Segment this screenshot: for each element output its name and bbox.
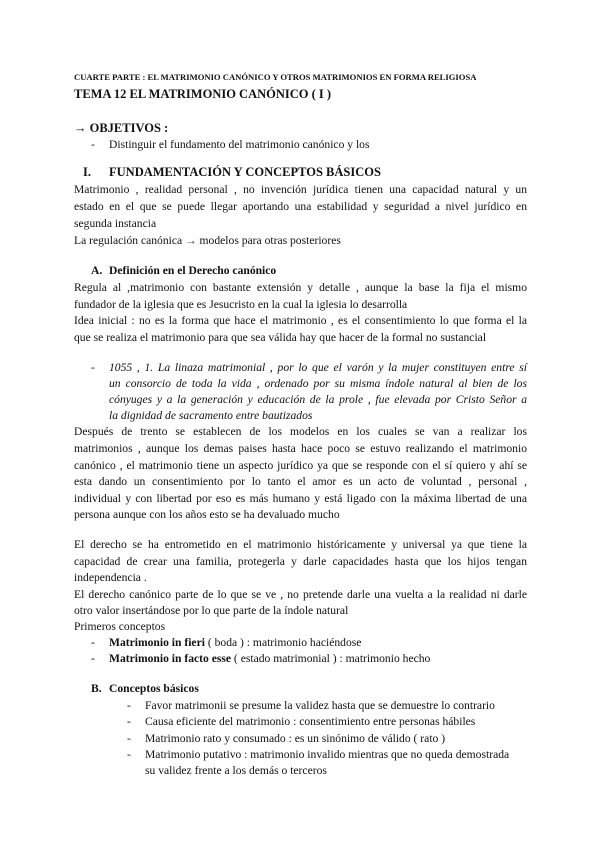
paragraph-line: otro valor insertándose por lo que parte de la índole natural — [74, 604, 349, 617]
subsection-label: A. — [91, 264, 103, 277]
paragraph-line: Primeros conceptos — [74, 620, 166, 633]
paragraph-line: matrimonios , aunque los demas paises hasta hace poco se estuvo realizando el matrimonio — [74, 442, 527, 455]
list-item: Favor matrimonii se presume la validez hasta que se demuestre lo contrario — [145, 699, 495, 712]
quote-line: la dignidad de sacramento entre bautizados — [109, 409, 313, 422]
paragraph-line: Regula al ,matrimonio con bastante extensión y detalle , aunque la base la fija el mismo — [74, 281, 527, 294]
quote-line: cónyuges y a la generación y educación de la prole , fue elevada por Cristo Señor a — [109, 393, 527, 406]
paragraph-line: independencia . — [74, 571, 147, 584]
list-item: Causa eficiente del matrimonio : consentimiento entre personas hábiles — [145, 715, 476, 728]
objetivos-heading: → OBJETIVOS : — [74, 121, 169, 135]
section-title: FUNDAMENTACIÓN Y CONCEPTOS BÁSICOS — [109, 165, 381, 179]
concept-item — [109, 635, 361, 652]
list-item: Matrimonio rato y consumado : es un sinónimo de válido ( rato ) — [145, 732, 446, 745]
concept-item — [109, 651, 430, 668]
paragraph-line: fundador de la iglesia que es Jesucristo en la cual la iglesia lo desarrolla — [74, 298, 408, 311]
quote-line: 1055 , 1. La linaza matrimonial , por lo que el varón y la mujer constituyen entre sí — [109, 361, 527, 374]
paragraph-line: estado en el que se puede llegar aportando una estabilidad y seguridad a nivel jurídico en — [74, 200, 527, 213]
bullet-dash: - — [91, 138, 95, 151]
paragraph-line: individual y con libertad por eso es más humano y está ligado con la máxima libertad de una — [74, 492, 527, 505]
concept-term: Matrimonio in fieri — [109, 636, 205, 649]
bullet-dash: - — [127, 699, 131, 712]
paragraph-line: Idea inicial : no es la forma que hace el matrimonio , es el consentimiento lo que forma el la — [74, 314, 527, 327]
subsection-label: B. — [91, 682, 102, 695]
subsection-title: Conceptos básicos — [109, 682, 199, 695]
part-heading: CUARTE PARTE : EL MATRIMONIO CANÓNICO Y OTROS MATRIMONIOS EN FORMA RELIGIOSA — [74, 72, 477, 82]
bullet-dash: - — [127, 748, 131, 761]
list-item: Matrimonio putativo : matrimonio invalido mientras que no queda demostrada — [145, 748, 510, 761]
paragraph-line: El derecho canónico parte de lo que se ve , no pretende darle una vuelta a la realidad ni darle — [74, 588, 527, 601]
tema-heading: TEMA 12 EL MATRIMONIO CANÓNICO ( I ) — [74, 87, 332, 101]
quote-line: un consorcio de toda la vida , ordenado por su misma índole natural al bien de los — [109, 377, 527, 390]
paragraph-line: persona aunque con los años esto se ha devaluado mucho — [74, 508, 340, 521]
paragraph-line: El derecho se ha entrometido en el matrimonio históricamente y universal ya que tiene la — [74, 538, 527, 551]
concept-definition: ( boda ) : matrimonio haciéndose — [204, 636, 362, 649]
paragraph-line: que se realiza el matrimonio para que sea válida hay que hacer de la formal no sustancial — [74, 331, 487, 344]
paragraph-line: Después de trento se establecen de los modelos en los cuales se van a realizar los — [74, 425, 527, 438]
paragraph-line: esta dando un consentimiento por lo tanto el amor es un acto de voluntad , personal , — [74, 475, 527, 488]
bullet-dash: - — [91, 652, 95, 665]
bullet-dash: - — [127, 715, 131, 728]
paragraph-line: capacidad de crear una familia, protegerla y darle capacidades hasta que los hijos tengan — [74, 555, 527, 568]
section-number: I. — [83, 165, 91, 179]
paragraph-line: canónico , el matrimonio tiene un aspecto jurídico ya que se responde con el sí quiero y ahí se — [74, 459, 527, 472]
paragraph-line: segunda instancia — [74, 217, 157, 230]
concept-definition: ( estado matrimonial ) : matrimonio hecho — [231, 652, 431, 665]
paragraph-line: Matrimonio , realidad personal , no invención jurídica tienen una capacidad natural y un — [74, 183, 527, 196]
objetivos-item: Distinguir el fundamento del matrimonio canónico y los — [109, 138, 370, 151]
subsection-title: Definición en el Derecho canónico — [109, 264, 277, 277]
list-item: su validez frente a los demás o terceros — [145, 764, 327, 777]
bullet-dash: - — [91, 636, 95, 649]
concept-term: Matrimonio in facto esse — [109, 652, 232, 665]
paragraph-line: La regulación canónica → modelos para otras posteriores — [74, 234, 341, 247]
bullet-dash: - — [91, 361, 95, 374]
bullet-dash: - — [127, 732, 131, 745]
